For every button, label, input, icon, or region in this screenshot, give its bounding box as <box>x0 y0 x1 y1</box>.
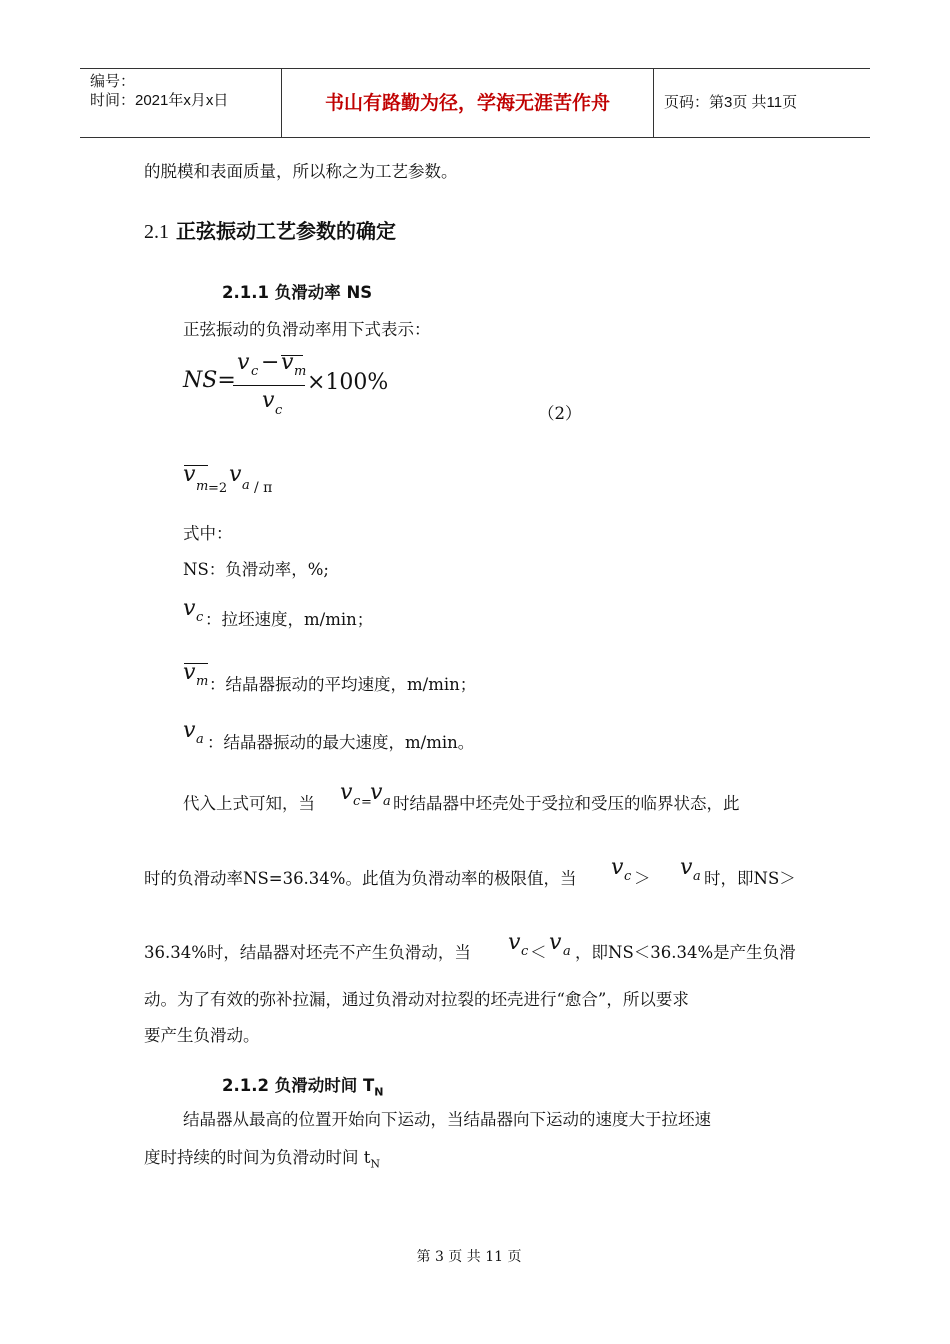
formula-times-100: ×100% <box>307 370 389 395</box>
fraction-bar <box>233 385 305 386</box>
equation-number: （2） <box>538 404 582 423</box>
def-sym: v <box>183 660 196 685</box>
formula-den-v: v <box>262 388 275 413</box>
para1-line4: 动。为了有效的弥补拉漏，通过负滑动对拉裂的坯壳进行“愈合”，所以要求 <box>144 990 689 1009</box>
vm-eq: =2 <box>208 481 228 496</box>
vm-rest: / π <box>254 480 273 496</box>
def-text: ：负滑动率，%; <box>208 560 329 579</box>
formula-den-v-sub: c <box>275 403 283 418</box>
para-text: 代入上式可知，当 <box>183 794 315 813</box>
header-motto-cell <box>282 69 654 137</box>
formula-num-v-sub: c <box>251 364 259 379</box>
vm-definition <box>183 462 383 502</box>
formula-minus: − <box>261 350 280 375</box>
para2-line2 <box>144 1144 380 1178</box>
def-text: ：拉坯速度，m/min； <box>205 610 374 629</box>
para-text: 度时持续的时间为负滑动时间 t <box>144 1148 371 1167</box>
vc-symbol: v <box>611 855 624 880</box>
vc-symbol: v <box>340 780 353 805</box>
section-heading-2-1 <box>144 215 396 244</box>
para-text: ，即NS＜36.34%是产生负滑 <box>575 943 796 962</box>
def-vm <box>183 660 583 700</box>
def-sym: v <box>183 718 196 743</box>
intro-line: 的脱模和表面质量，所以称之为工艺参数。 <box>144 162 458 181</box>
doc-time-label: 时间：2021年x月x日 <box>90 92 229 109</box>
para-text: 时，即NS＞ <box>704 869 796 888</box>
header-meta <box>80 69 282 137</box>
formula-intro: 正弦振动的负滑动率用下式表示： <box>183 320 431 339</box>
def-ns <box>183 556 329 584</box>
para-text: 时的负滑动率NS=36.34%。此值为负滑动率的极限值，当 <box>144 869 577 888</box>
para1-line5: 要产生负滑动。 <box>144 1026 260 1045</box>
para1-line2 <box>144 855 824 895</box>
vm-symbol: v <box>183 462 196 487</box>
para1-line3 <box>144 930 824 970</box>
va-symbol: v <box>229 462 242 487</box>
formula-num-vm-sub: m <box>294 364 307 379</box>
subsection-title: 2.1.2 负滑动时间 T <box>222 1076 375 1095</box>
va-sub: a <box>693 869 701 884</box>
va-sub: a <box>383 794 391 809</box>
formula-num-v: v <box>237 350 250 375</box>
vc-sub: c <box>624 869 632 884</box>
vc-symbol: v <box>508 930 521 955</box>
subsection-heading-2-1-2 <box>222 1072 383 1098</box>
subsection-sub: N <box>374 1085 384 1099</box>
para2-line1: 结晶器从最高的位置开始向下运动，当结晶器向下运动的速度大于拉坯速 <box>183 1110 711 1129</box>
formula-ns <box>183 350 423 430</box>
vc-sub: c <box>353 794 361 809</box>
eq-sign: = <box>361 795 372 810</box>
va-sub: a <box>563 944 571 959</box>
header-page-cell <box>654 69 870 137</box>
subsection-heading-2-1-1: 2.1.1 负滑动率 NS <box>222 283 373 302</box>
def-sub: a <box>196 732 204 747</box>
where-label: 式中： <box>183 524 233 543</box>
def-sub: m <box>196 674 209 689</box>
vm-sub: m <box>196 479 209 494</box>
gt-sign: ＞ <box>634 869 651 888</box>
page-header <box>80 68 870 138</box>
header-page-info: 页码：第3页 共11页 <box>664 94 798 111</box>
header-motto: 书山有路勤为径，学海无涯苦作舟 <box>324 92 610 114</box>
vc-sub: c <box>521 944 529 959</box>
va-symbol: v <box>549 930 562 955</box>
def-sym: NS <box>183 560 209 579</box>
def-va <box>183 718 583 758</box>
section-number: 2.1 <box>144 221 169 243</box>
def-text: ：结晶器振动的平均速度，m/min； <box>209 675 477 694</box>
para-text: 时结晶器中坯壳处于受拉和受压的临界状态，此 <box>393 794 740 813</box>
section-title: 正弦振动工艺参数的确定 <box>175 219 396 243</box>
doc-number-label: 编号： <box>90 73 136 90</box>
va-symbol: v <box>370 780 383 805</box>
formula-num-vm: v <box>281 350 294 375</box>
tn-sub: N <box>370 1157 381 1171</box>
formula-lhs: NS= <box>183 368 236 393</box>
para-text: 36.34%时，结晶器对坯壳不产生负滑动，当 <box>144 943 471 962</box>
para1-line1 <box>183 780 823 820</box>
def-sym: v <box>183 596 196 621</box>
def-vc <box>183 596 583 636</box>
def-text: ：结晶器振动的最大速度，m/min。 <box>207 733 475 752</box>
def-sub: c <box>196 610 204 625</box>
page-footer: 第 3 页 共 11 页 <box>416 1249 522 1265</box>
va-sub: a <box>242 478 250 493</box>
va-symbol: v <box>680 855 693 880</box>
lt-sign: ＜ <box>530 943 547 962</box>
